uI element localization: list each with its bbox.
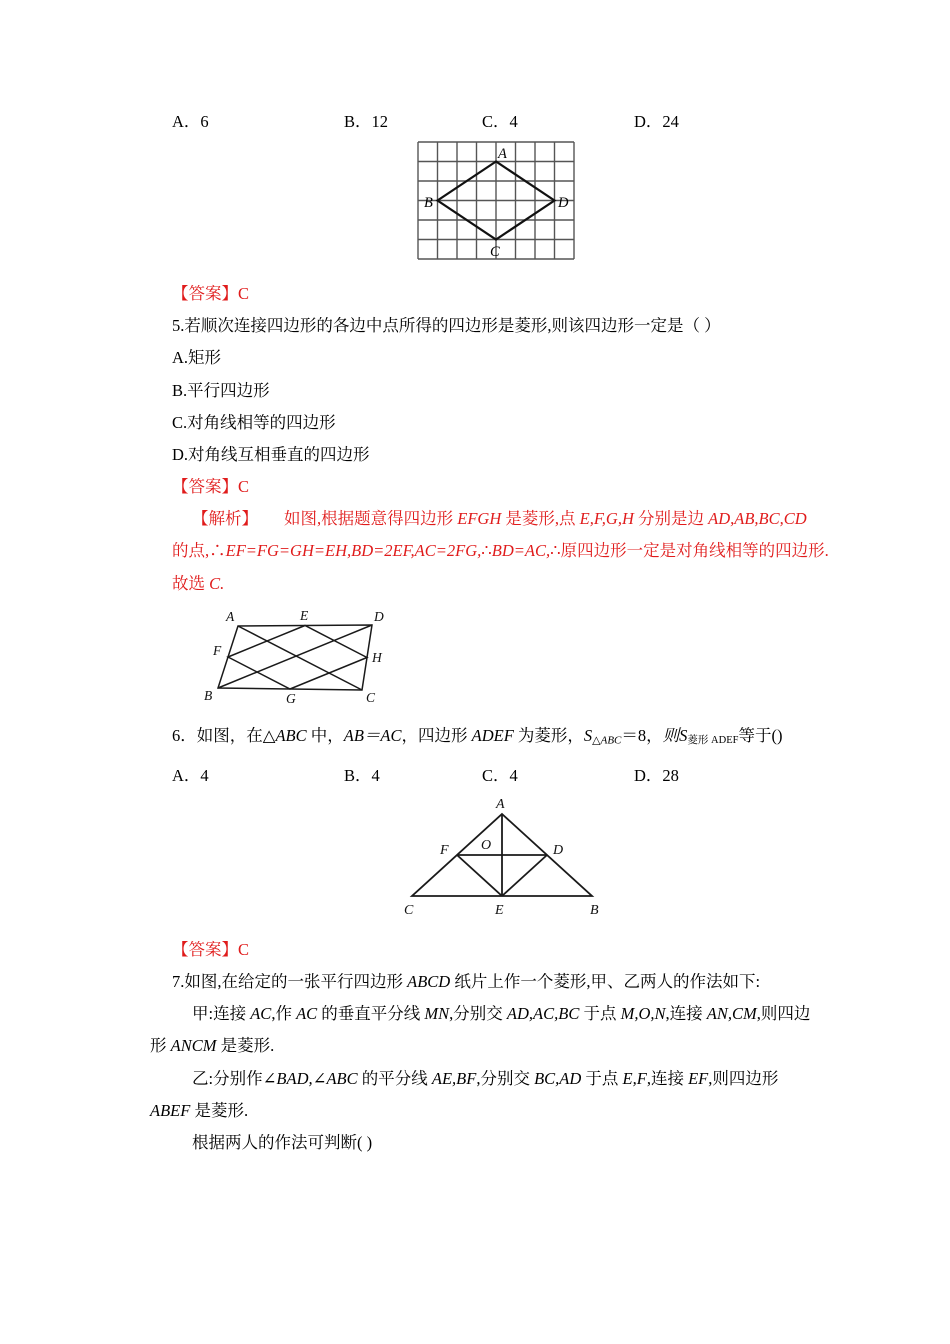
q7-t12: 于点 <box>579 1004 621 1024</box>
option-d-value: 28 <box>662 765 679 785</box>
question5-choice-a-label: A.矩形 <box>172 348 222 368</box>
option-a[interactable] <box>172 762 344 786</box>
analysis-t10: BD=AC, <box>491 541 551 561</box>
analysis-t1: 如图,根据题意得四边形 <box>284 509 458 529</box>
question7-line2 <box>172 998 832 1030</box>
q6-t1: 如图，在△ <box>196 725 276 745</box>
q7-t6: ,作 <box>271 1004 297 1024</box>
q7-t9: MN <box>424 1004 450 1024</box>
q7-t20: 乙:分别作∠ <box>192 1068 277 1088</box>
q6-t3: 中， <box>306 725 344 745</box>
option-d[interactable] <box>634 108 679 132</box>
quadrilateral-efgh-figure <box>190 608 832 706</box>
analysis-t9: ∴ <box>481 541 492 561</box>
vertex-label-f: F <box>440 842 449 858</box>
option-d-label: D． <box>634 765 663 785</box>
analysis-t11: ∴原四边形一定是对角线相等的四边形. <box>550 541 829 561</box>
question4-options <box>172 108 832 132</box>
question5-stem-paren: （ ） <box>683 316 721 336</box>
q7-t35: 根据两人的作法可判断( ) <box>192 1132 373 1152</box>
question7-line5 <box>150 1095 832 1127</box>
option-a[interactable] <box>172 108 344 132</box>
quadrilateral-efgh-svg <box>190 608 440 706</box>
q6-t8: S <box>583 725 593 745</box>
option-c-value: 4 <box>509 112 518 131</box>
answer-value: C <box>238 939 250 959</box>
vertex-label-a: A <box>496 796 505 812</box>
q7-t29: E,F <box>622 1068 647 1088</box>
vertex-label-o: O <box>481 837 492 853</box>
q7-t7: AC <box>296 1004 318 1024</box>
answer-prefix: 【答案】 <box>172 284 238 303</box>
q6-num: 6． <box>172 725 197 745</box>
vertex-label-a: A <box>226 608 235 624</box>
q7-t30: ,连接 <box>646 1068 689 1088</box>
q7-t31: EF <box>688 1068 709 1088</box>
analysis-prefix: 【解析】 <box>192 509 258 529</box>
vertex-label-f: F <box>213 642 222 658</box>
analysis-t12: 故选 <box>172 573 210 593</box>
question7-line4 <box>172 1063 832 1095</box>
q7-t16: ,则四边 <box>756 1004 811 1024</box>
analysis-t7: 的点,∴ <box>172 541 226 561</box>
q7-t18: ANCM <box>170 1036 217 1056</box>
q7-t1: 7.如图,在给定的一张平行四边形 <box>172 972 408 992</box>
option-a-value: 6 <box>200 112 209 131</box>
figure-lines <box>218 625 372 690</box>
q7-t8: 的垂直平分线 <box>317 1004 425 1024</box>
q7-t15: AN,CM <box>706 1004 757 1024</box>
q6-t2: ABC <box>275 725 307 745</box>
option-d-label: D． <box>634 112 663 131</box>
q6-sub2: 菱形 ADEF <box>687 734 739 746</box>
question5-choice-a[interactable] <box>172 342 832 374</box>
q6-t5: ，四边形 <box>401 725 472 745</box>
question5-answer <box>172 471 832 503</box>
q7-t23: ABC <box>326 1068 358 1088</box>
q6-t9: ＝8， <box>621 725 663 745</box>
question4-answer <box>172 278 832 310</box>
answer-value: C <box>238 284 250 303</box>
vertex-label-a: A <box>498 146 507 162</box>
analysis-t6: AD,AB,BC,CD <box>708 509 807 529</box>
question5-choice-c-label: C.对角线相等的四边形 <box>172 412 336 432</box>
vertex-label-b: B <box>590 902 599 918</box>
q7-t2: ABCD <box>407 972 451 992</box>
question7-line6 <box>172 1127 832 1159</box>
question6-options <box>172 762 832 786</box>
question6-answer <box>172 934 832 966</box>
answer-prefix: 【答案】 <box>172 477 238 497</box>
q7-t34: 是菱形. <box>190 1100 249 1120</box>
option-c-label: C． <box>482 765 510 785</box>
question7-line1 <box>172 966 832 998</box>
q6-t7: 为菱形， <box>513 725 584 745</box>
q7-t10: ,分别交 <box>449 1004 507 1024</box>
q6-t6: ADEF <box>471 725 514 745</box>
option-b[interactable] <box>344 762 482 786</box>
option-a-label: A． <box>172 765 201 785</box>
question5-analysis-line3 <box>172 568 832 600</box>
question5-choice-b-label: B.平行四边形 <box>172 380 270 400</box>
triangle-abc-svg <box>347 792 647 918</box>
q7-t32: ,则四边形 <box>708 1068 779 1088</box>
option-c[interactable] <box>482 762 634 786</box>
q7-t4: 甲:连接 <box>192 1004 251 1024</box>
q6-t11: 等于( <box>738 725 777 745</box>
question5-analysis-line2 <box>172 535 832 567</box>
question7-line3 <box>150 1030 832 1062</box>
analysis-t4: E,F,G,H <box>579 509 634 529</box>
vertex-label-c: C <box>366 689 376 705</box>
question5-choice-b[interactable] <box>172 375 832 407</box>
question5-choice-c[interactable] <box>172 407 832 439</box>
q7-t13: M,O,N <box>620 1004 666 1024</box>
q7-t33: ABEF <box>150 1100 191 1120</box>
question5-analysis-line1 <box>172 503 832 535</box>
vertex-label-c: C <box>490 244 500 260</box>
q7-t28: 于点 <box>581 1068 623 1088</box>
vertex-label-d: D <box>374 608 384 624</box>
vertex-label-c: C <box>404 902 414 918</box>
analysis-t13: C. <box>209 573 225 593</box>
q7-t24: 的平分线 <box>357 1068 432 1088</box>
q7-t22: ∠ <box>312 1068 327 1088</box>
option-b-value: 4 <box>371 765 380 785</box>
analysis-t2: EFGH <box>457 509 502 529</box>
q7-t17: 形 <box>150 1036 171 1056</box>
option-a-label: A． <box>172 112 201 131</box>
q7-t14: ,连接 <box>665 1004 707 1024</box>
triangle-abc-rhombus-adef-figure <box>347 792 832 918</box>
option-c[interactable] <box>482 108 634 132</box>
analysis-t3: 是菱形,点 <box>501 509 580 529</box>
analysis-t8: EF=FG=GH=EH,BD=2EF,AC=2FG, <box>225 541 482 561</box>
q7-t27: BC,AD <box>534 1068 582 1088</box>
question5-stem <box>172 310 832 342</box>
q7-t25: AE,BF <box>431 1068 477 1088</box>
answer-prefix: 【答案】 <box>172 939 238 959</box>
q6-t12: ) <box>776 725 783 745</box>
question5-choice-d[interactable] <box>172 439 832 471</box>
option-a-value: 4 <box>200 765 209 785</box>
q6-t4: AB＝AC <box>343 725 402 745</box>
question5-choice-d-label: D.对角线互相垂直的四边形 <box>172 444 370 464</box>
option-b-label: B． <box>344 112 372 131</box>
vertex-label-h: H <box>372 649 382 665</box>
q6-sub1: △ABC <box>592 734 622 747</box>
option-d-value: 24 <box>662 112 679 131</box>
vertex-label-d: D <box>558 195 569 211</box>
vertex-label-d: D <box>553 842 564 858</box>
q7-t3: 纸片上作一个菱形,甲、乙两人的作法如下: <box>450 972 761 992</box>
answer-value: C <box>238 477 250 497</box>
vertex-label-b: B <box>424 195 433 211</box>
grid-rhombus-svg <box>410 138 580 260</box>
grid-lines <box>418 142 574 259</box>
vertex-label-b: B <box>204 687 213 703</box>
analysis-t5: 分别是边 <box>633 509 709 529</box>
option-d[interactable] <box>634 762 679 786</box>
option-c-value: 4 <box>509 765 518 785</box>
option-b-label: B． <box>344 765 372 785</box>
option-b-value: 12 <box>371 112 389 131</box>
option-b[interactable] <box>344 108 482 132</box>
vertex-label-e: E <box>495 902 504 918</box>
q7-t26: ,分别交 <box>476 1068 535 1088</box>
q7-t21: BAD, <box>276 1068 313 1088</box>
figure-lines <box>412 814 592 896</box>
page-content <box>150 0 832 1159</box>
grid-rhombus-figure <box>410 138 832 260</box>
q7-t19: 是菱形. <box>216 1036 275 1056</box>
q6-t10: 则S <box>662 725 688 745</box>
option-c-label: C． <box>482 112 510 131</box>
q7-t5: AC <box>250 1004 272 1024</box>
q7-t11: AD,AC,BC <box>506 1004 580 1024</box>
vertex-label-g: G <box>286 690 296 706</box>
question5-stem-text: 5.若顺次连接四边形的各边中点所得的四边形是菱形,则该四边形一定是 <box>172 316 684 336</box>
question6-stem <box>172 720 832 752</box>
vertex-label-e: E <box>300 607 309 623</box>
